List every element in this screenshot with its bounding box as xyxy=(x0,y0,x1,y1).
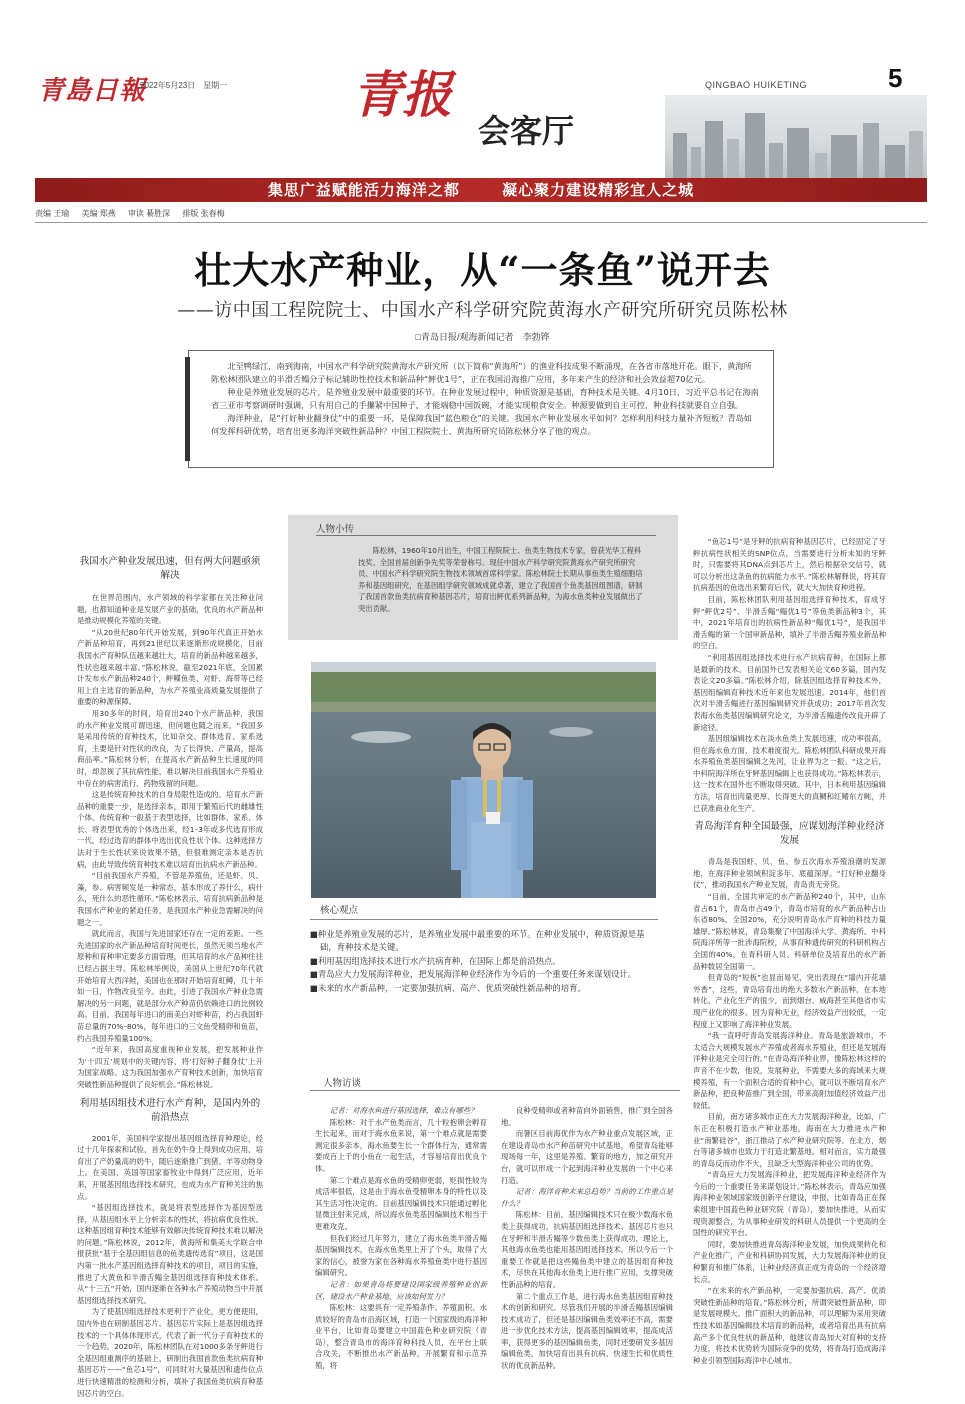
credit-item: 美编 郑燕 xyxy=(81,209,116,218)
body-paragraph: 用30多年的时间，培育出240个水产新品种，我国的水产种业发展可谓迅速，但问题也随之而来。“我国多是采用传统的育种技术，比如杂交、群体选育、家系选育，主要是针对性状的改良，为了长得快、产量高，提高商品率。”陈松林分析，在提高水产新品种生长速度的同时，却忽视了其抗病性能，难以解决目前我国水产养殖业中存在的病害流行、药物残留的问题。 xyxy=(77,708,263,788)
section-heading: 利用基因组技术进行水产育种，是国内外的前沿热点 xyxy=(79,1097,261,1123)
interview-column-2 xyxy=(501,1105,673,1371)
left-column xyxy=(77,592,263,1398)
lead-paragraph: 种业是养殖业发展的芯片，是养殖业发展中最重要的环节。在种业发展过程中，种质资源是基础，育种技术是关键。4月10日，习近平总书记在海南省三亚市考察调研时强调，只有用自己的手攥紧中国种子，才能端稳中国饭碗，才能实现粮食安全。种源要做到自主可控，种业科技就要自立自强。 xyxy=(211,387,759,410)
body-paragraph: “目前，全国共审定的水产新品种240个，其中，山东省占61个，青岛市占49个，青岛市培育的水产新品种占山东省80%、全国20%，充分说明青岛水产育种的科技力量雄厚。”陈松林说，青岛集聚了中国海洋大学、黄海所、中科院海洋所等一批涉海院校，从事育种遗传研究的科研机构占全国的40%，在青科研人员、科研单位及培育出的水产新品种数居全国第一。 xyxy=(693,892,886,971)
interview-answer: 但我们经过几年努力，建立了海水鱼类半滑舌鳎基因编辑技术，在海水鱼类里上开了个头，取得了大家的信心，被誉为家在各种海水养殖鱼类中进行基因编辑研究。 xyxy=(315,1233,487,1278)
interview-column-1 xyxy=(315,1105,487,1371)
body-paragraph: 就此而言，我国与先进国家还存在一定的差距。一些先进国家的水产新品种培育时间更长，虽然无须当地水产原种和育种率定要多方面管理，但其培育的水产品种往往已经占据主导。陈松林举例说，美国从上世纪70年代就开始培育大西洋鲑，美国也在那时开始培育虹鳟，几十年如一日，作物改良至今。由此，引进了我国水产种业急需解决的另一问题，就是部分水产种苗仍依赖进口的比例较高。目前，我国每年进口的南美白对虾种苗，约占我国虾苗总量的70%–80%，每年进口的三文鱼受精卵和鱼苗，约占我国养殖量100%。 xyxy=(77,929,263,1043)
date-line: 2022年5月23日 星期一 xyxy=(140,81,228,90)
body-paragraph: 目前，南方诸多城市正在大力发展海洋种业，比如，广东正在积极打造水产种业基地，海南在大力推进水产种业“南繁硅谷”，浙江推动了水产种业研究院等。在北方，烟台等诸多城市也致力于打造北繁基地。相对而言，实力最强的青岛反而动作不大，且缺乏大型海洋种业公司的优势。 xyxy=(693,1112,886,1168)
section-heading: 我国水产种业发展迅速，但有两大问题亟须解决 xyxy=(79,556,261,581)
body-paragraph: 同时，要加快推进青岛海洋种业发展，加快成果转化和产业化推广，产业和科研协同发展，大力发展海洋种业的良种繁育和推广体系，让种业经济真正成为青岛的一个经济增长点。 xyxy=(693,1239,886,1284)
body-paragraph: 在世界范围内，水产领域的科学家都在关注种业问题，也都知道种业是发展产业的基础，优良的水产新品种是推动规模化养殖的关键。 xyxy=(77,593,263,626)
article-subhead: ——访中国工程院院士、中国水产科学研究院黄海水产研究所研究员陈松林 xyxy=(177,300,788,321)
body-paragraph: “近年来，我国高度重视种业发展，把发展种业作为‘十四五’规划中的关键内容，将‘打好种子翻身仗’上升为国家战略。这为我国加强水产育种技术创新，加快培育突破性新品种提供了良好机会。”陈松林说。 xyxy=(77,1045,263,1089)
lead-paragraph: 北至鸭绿江，南到海南，中国水产科学研究院黄海水产研究所（以下简称“黄海所”）的渔业科技成果不断涌现，在各省市落地开花。眼下，黄海所陈松林团队建立的半滑舌鳎分子标记辅助性控技术和新品种“鲆优1号”，正在我国沿海推广应用，多年来产生的经济和社会效益超70亿元。 xyxy=(211,361,752,384)
interview-answer: 陈松林：目前，基因编辑技术只在极少数海水鱼类上获得成功，抗病基因组选择技术、基因芯片也只在牙鲆和半滑舌鳎等少数鱼类上获得成功，理论上，其他海水鱼类也能用基因组选择技术。所以今后一个重要工作就是把这些鳎鱼类中建立的基因组育种技术，尽快在其他海水鱼类上进行推广应用，支撑突破性新品种的培育。 xyxy=(501,1210,673,1289)
body-paragraph: “基因组选择技术，就是将表型选择作为基因型选择，从基因组水平上分析亲本的性状，将抗病优良性状。这种基因组育种技术能够有效解决传统育种技术难以解决的问题。”陈松林说，2012年，黄海所和集美大学联合申报获批“基于全基因组信息的鱼类遗传选育”项目，这是国内第一批水产基因组选择育种技术的项目，项目的实施，推进了大黄鱼和半滑舌鳎全基因组选择育种技术体系。从“十三五”开始，国内逐渐在各种水产养殖动物当中开展基因组选择技术研究。 xyxy=(77,1203,263,1305)
body-paragraph: 为了使基因组选择技术更利于产业化，更方便使用，国内外也在研制基因芯片。基因芯片实际上是基因组选择技术的一个具体体现形式，代表了新一代分子育种技术的一个趋势。2020年，陈松林团队在对1000多条牙鲆进行全基因组重测序的基础上，研制出我国首款鱼类抗病育种基因芯片——“鱼芯1号”，可同时对大量基因和遗传位点进行快速精准的检测和分析，填补了我国鱼类抗病育种基因芯片的空白。 xyxy=(77,1307,263,1398)
body-paragraph: “从20世纪80年代开始发展，到90年代真正开始水产新品种培育，再到21世纪以来逐渐形成规模化，目前我国水产育种队伍越来越壮大，培育的新品种越来越多，性状也越来越丰富。”陈松林说，截至2021年底，全国累计发布水产新品种240个，鲆鲽鱼类、对虾、海带等已经用上自主选育的新品种，为水产养殖业高质量发展提供了重要的种源保障。 xyxy=(77,627,263,707)
core-point: ■未来的水产新品种，一定要加强抗病、高产、优质突破性新品种的培育。 xyxy=(310,982,586,993)
banner-slogan-right: 凝心聚力建设精彩宜人之城 xyxy=(502,181,695,199)
body-paragraph: “我一直呼吁青岛发展海洋种业。青岛是旅游城市，不太适合大规模发展水产养殖或者海水养殖业，但还是发展海洋种业是完全可行的。”在青岛海洋种业界，像陈松林这样的声音不在少数，他说，发展种业，不需要大多的海域来大规模养殖，有一个面积合适的育种中心，就可以不断培育水产新品种，把良种苗推广到全国，带来高附加值经济效益产出较低。 xyxy=(693,1031,886,1110)
page-number: 5 xyxy=(888,63,903,93)
interview-answer: 陈松林：这要具有一定养殖条件、养殖面积、水质较好的青岛市沿海区域，打造一个国家级的海洋种业平台，比如青岛要建立中国蓝色种业研究院（青岛），整合青岛市的海洋育种科技人员，在平台上联合攻关，不断推出水产新品种，开展繁育和示范养殖，将 xyxy=(315,1303,487,1371)
body-paragraph: 这是传统育种技术的自身局限性造成的。培育水产新品种的重要一步，是选择亲本，即用于繁殖后代的雌雄性个体。传统育种一般基于表型选择，比如群体、家系、体长、将表型优秀的个体选出来，经1–3年或多代选育形成一代，经过选育的群体中选出优良性状个体。这种选择方法对于生长性状来说效果不错，但很难测定亲本是否抗病，由此导致传统育种技术难以培育出抗病水产新品种。 xyxy=(77,790,263,869)
body-paragraph: “鱼芯1号”是牙鲆的抗病育种基因芯片，已经固定了牙鲆抗病性状相关的SNP位点，当需要进行分析未知的牙鲆时，只需要将其DNA点到芯片上，然后根据杂交信号，就可以分析出这条鱼的抗病能力水平。”陈松林解释说，将其育抗病基因的鱼选出来繁育后代，就大大加快育种进程。 xyxy=(693,537,886,593)
credit-item: 排版 张春梅 xyxy=(182,209,225,218)
body-paragraph: 2001年，美国科学家提出基因组选择育种理论，经过十几年探索和试验，首先在奶牛身上得到成功应用，培育出了产奶量高的奶牛，随后逐渐推广到猪、羊等动物身上。在美国、英国等国家畜牧业中得到广泛应用，近年来，开展基因组选择技术研究，也成为水产育种关注的焦点。 xyxy=(77,1133,263,1201)
body-paragraph: 基因组编辑技术在淡水鱼类上发展迅速，成功率很高，但在海水鱼方面，技术难度很大。陈松林团队科研成果开海水养殖鱼类基因编辑之先河，让业界为之一振。“这之后，中科院海洋所在牙鲆基因编辑上也获得成功。”陈松林表示，这一技术在国外也不断取得突破。其中，日本利用基因编辑方法，培育出肉量更厚、长得更大的真鲷和红鳍东方鲀，并已获准商业化生产。 xyxy=(693,734,886,813)
right-column xyxy=(693,536,886,1365)
interview-question: 记者：如果青岛将要建设国家级养殖种业创新区，建设水产种业基地，应该如何发力？ xyxy=(315,1279,487,1301)
skyline-image xyxy=(665,95,927,183)
header-divider xyxy=(35,222,927,223)
core-title: 核心观点 xyxy=(310,902,658,920)
interview-question: 记者：对海水鱼进行基因选择，难点有哪些？ xyxy=(329,1106,478,1115)
interview-answer: 第二个重点工作是，进行海水鱼类基因组育种技术的创新和研究。尽管我们开展的半滑舌鳎基因编辑技术成功了，但还是基因编辑鱼类效率还不高，需要进一步优化技术方法，提高基因编辑效率，提高成活率，获得更多的基因编辑鱼类，同时还要研发多基因编辑鱼类，加快培育出具有抗病、快速生长和优质性状的优良新品种。 xyxy=(501,1291,673,1371)
section-name: 会客厅 xyxy=(478,112,575,150)
portrait-photo xyxy=(311,662,656,898)
section-heading: 青岛海洋育种全国最强，应谋划海洋种业经济发展 xyxy=(694,821,885,847)
paper-logo: 青島日報 xyxy=(38,76,147,106)
credit-item: 责编 王瑜 xyxy=(35,209,70,218)
interview-answer: 陈松林：对于水产鱼类而言，几十粒抱卵会孵育生长起来，而对于海水鱼来说，第一个难点就是需要测定很多亲本，海水鱼要生长一个群体行为，通常需要成百上千的小鱼在一起生活，才容易培育出优良个体。 xyxy=(315,1117,487,1173)
interview-answer: 而暑区目前海优作为水产种业重点发展区域，正在建设青岛市水产种苗研究中试基地，希望青岛能够现场每一年，这里是养殖、繁育的地方，加之研究开台，就可以形成一个起到海洋种业发展的一个中心来打造。 xyxy=(501,1129,673,1185)
core-list xyxy=(310,928,658,995)
lead-box xyxy=(188,350,774,468)
core-point: ■青岛应大力发展海洋种业，把发展海洋种业经济作为今后的一个重要任务来谋划设计。 xyxy=(310,969,637,980)
theme-banner xyxy=(35,178,927,202)
profile-title: 人物小传 xyxy=(316,521,354,535)
lead-paragraph: 海洋种业，是“打好种业翻身仗”中的重要一环，是保障我国“蓝色粮仓”的关键。我国水产种业发展水平如何？怎样利用科技力量补齐短板？青岛如何发挥科研优势，培育出更多海洋突破性新品种？中国工程院院士、黄海所研究员陈松林分享了他的观点。 xyxy=(211,413,752,436)
core-point: ■种业是养殖业发展的芯片，是养殖业发展中最重要的环节。在种业发展中，种质资源是基础，育种技术是关键。 xyxy=(310,929,645,953)
banner-slogan-left: 集思广益赋能活力海洋之都 xyxy=(267,181,460,199)
section-pinyin: QINGBAO HUIKETING xyxy=(705,80,808,90)
interview-divider xyxy=(310,1090,680,1091)
profile-box xyxy=(288,515,678,640)
body-paragraph: 青岛是我国虾、贝、鱼、参五次海水养殖浪潮的发源地，在海洋种业领域积淀多年、底蕴深厚。“打好种业翻身仗”，推动我国水产种业发展，青岛责无旁贷。 xyxy=(693,857,886,890)
profile-text: 陈松林，1960年10月出生，中国工程院院士、鱼类生物技术专家，曾获光华工程科技奖、全国首届创新争先奖等荣誉称号。现任中国水产科学研究院黄海水产研究所研究员、中国水产科学研究院生物技术领域首席科学家。陈松林院士长期从事鱼类生殖细胞培养和基因组研究，在基因组学研究领域成就卓著，建立了我国首个鱼类基因组图谱，研制了我国首款鱼类抗病育种基因芯片，培育出鲆优系列新品种，为海水鱼类种业发展做出了突出贡献。 xyxy=(358,546,643,613)
body-paragraph: “目前我国水产养殖，不管是养殖鱼，还是虾、贝、藻，参、病害频发是一种常态，基本形成了养什么，病什么，死什么的恶性循环。”陈松林表示，培育抗病新品种是我国水产种业的紧迫任务，是我国水产种业急需解决的问题之一。 xyxy=(77,871,263,927)
interview-answer: 第二个难点是海水鱼的受精卵更弱，贬损性较为成活率很低，这是由于海水鱼受精卵本身的特性以及其生活习性决定的。目前基因编辑技术只能通过孵化显微注射来完成，所以海水鱼类基因编辑技术相当于更难攻克。 xyxy=(315,1175,487,1231)
body-paragraph: 目前，陈松林团队利用基因组选择育种技术，育成牙鲆“鲆优2号”、半滑舌鳎“鳎优1号”等鱼类新品种3个，其中，2021年培育出的抗病性新品种“鳎优1号”，是我国半滑舌鳎的第一个国审新品种，填补了半滑舌鳎养殖业新品种的空白。 xyxy=(693,594,886,651)
core-point: ■利用基因组选择技术进行水产抗病育种，在国际上都是前沿热点。 xyxy=(310,955,561,966)
interview-answer: 良种受精卵或者种苗向外面销售，推广到全国各地。 xyxy=(501,1106,673,1127)
body-paragraph: “在未来的水产新品种，一定要加强抗病、高产、优质突破性新品种的培育。”陈松林分析，所谓突破性新品种，即是发展规模大、推广面积大的新品种，可以理解为采用突破性技术如基因编辑技术培育的新品种，或者培育出具有抗病高产多个优良性状的新品种，他建议青岛加大对育种的支持力度，将技术优势转为国际竞争的优势，将青岛打造成海洋种业引领型国际海洋中心城市。 xyxy=(693,1286,886,1365)
body-paragraph: 但青岛的“短板”也显而易见，突出表现在“墙内开花墙外香”，这些，青岛培育出的绝大多数水产新品种，在本地转化、产业化生产的很少，而到烟台、威海甚至其他省市实现产业化的很多。因为育种无业，经济效益产出较低，一定程度上又影响了海洋种业发展。 xyxy=(693,973,886,1029)
body-paragraph: “利用基因组选择技术进行水产抗病育种，在国际上都是最新的技术。目前国外已发表相关论文60多篇，国内发表论文20多篇。”陈松林介绍，除基因组选择育种技术外，基因组编辑育种技术近年来也发展迅速。2014年，他们首次对半滑舌鳎进行基因编辑研究并获成功；2017年首次发表海水鱼类基因编辑研究论文，为半滑舌鳎遗传改良开辟了新途径。 xyxy=(693,652,886,732)
body-paragraph: “青岛应大力发展海洋种业，把发展海洋种业经济作为今后的一个重要任务来谋划设计。”陈松林表示，青岛应加强海洋种业领域国家级创新平台建设，申报，比如青岛正在探索组建中国蓝色种业研究院（青岛），要加快推进，从而实现资源整合，为从事种业研发的科研人员提供一个更高的全国性的研究平台。 xyxy=(693,1170,886,1238)
credit-item: 审读 綦胜深 xyxy=(127,209,171,218)
core-viewpoints xyxy=(310,902,658,1052)
interview-title: 人物访谈 xyxy=(323,1078,362,1089)
interview-question: 记者：海洋育种未来总趋势？当前的工作重点是什么？ xyxy=(501,1187,673,1208)
article-headline: 壮大水产种业，从“一条鱼”说开去 xyxy=(194,248,771,292)
editor-credits xyxy=(35,208,235,219)
article-byline: □青岛日报/观海新闻记者 李勃铧 xyxy=(415,332,550,342)
section-brand-logo: 青报 xyxy=(352,65,452,124)
